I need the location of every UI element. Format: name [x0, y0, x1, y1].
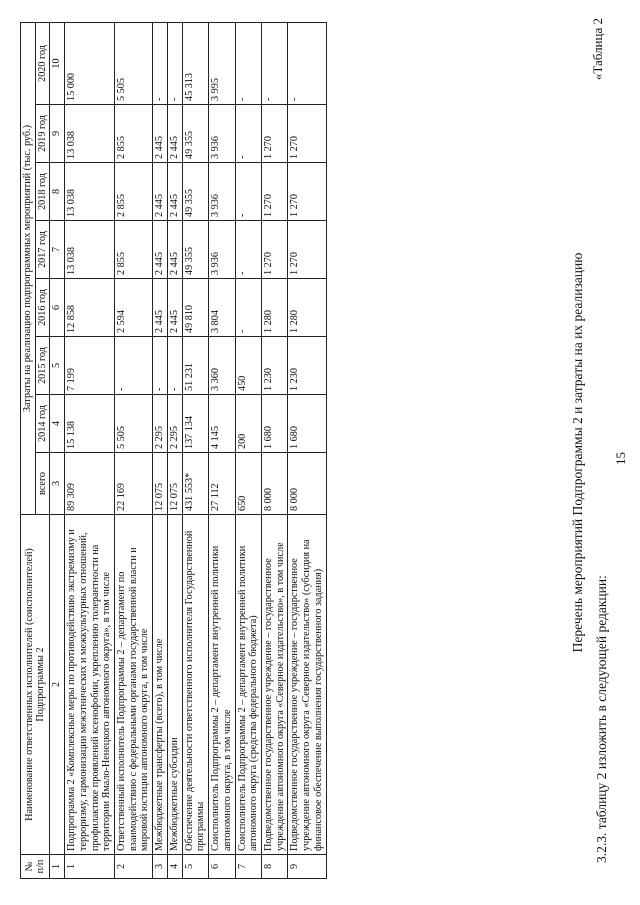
row-value: 22 169: [115, 453, 153, 515]
table-row: [235, 22, 261, 878]
row-value: 1 230: [288, 337, 326, 395]
header-year: 2016 год: [35, 279, 50, 337]
row-value: -: [235, 279, 261, 337]
row-value: -: [235, 22, 261, 104]
table-row: [209, 22, 235, 878]
row-value: 2 445: [153, 279, 168, 337]
header-total: всего: [35, 453, 50, 515]
row-value: 89 309: [65, 453, 115, 515]
row-value: 49 810: [182, 279, 208, 337]
row-value: 200: [235, 395, 261, 453]
header-year: 2020 год: [35, 22, 50, 104]
row-value: 12 075: [167, 453, 182, 515]
row-value: 1 270: [261, 105, 287, 163]
row-value: 1 270: [288, 105, 326, 163]
row-value: 12 858: [65, 279, 115, 337]
table-caption: Перечень мероприятий Подпрограммы 2 и затраты на их реализацию: [570, 252, 585, 653]
column-index: 4: [50, 395, 65, 453]
row-value: 1 230: [261, 337, 287, 395]
row-name: Межбюджетные субсидии: [167, 515, 182, 855]
row-value: 2 295: [167, 395, 182, 453]
row-value: 4 145: [209, 395, 235, 453]
table-row: [167, 22, 182, 878]
column-index: 5: [50, 337, 65, 395]
row-value: 5 505: [115, 395, 153, 453]
row-value: 2 594: [115, 279, 153, 337]
header-num: № п/п: [21, 855, 50, 879]
row-name: Подведомственное государственное учреждение – государственное учреждение автономного округа «Северное издательство» (субсидия на финансовое обеспечение выполнения государственного задания): [288, 515, 326, 855]
row-value: 2 445: [167, 221, 182, 279]
intro-text: 3.2.3. таблицу 2 изложить в следующей редакции:: [594, 575, 609, 863]
row-value: 2 445: [167, 163, 182, 221]
column-index: 6: [50, 279, 65, 337]
row-value: -: [261, 22, 287, 104]
row-value: 2 855: [115, 221, 153, 279]
row-value: 51 231: [182, 337, 208, 395]
row-value: 2 445: [167, 279, 182, 337]
row-value: -: [235, 221, 261, 279]
table-label: «Таблица 2: [590, 18, 605, 81]
row-value: 1 280: [261, 279, 287, 337]
row-value: 15 138: [65, 395, 115, 453]
row-value: 3 804: [209, 279, 235, 337]
row-value: 2 295: [153, 395, 168, 453]
row-value: 15 000: [65, 22, 115, 104]
row-value: 7 199: [65, 337, 115, 395]
row-name: Соисполнитель Подпрограммы 2 – департамент внутренней политики автономного округа, в том числе: [209, 515, 235, 855]
row-value: 12 075: [153, 453, 168, 515]
row-value: -: [167, 337, 182, 395]
page-number: 15: [613, 452, 628, 465]
row-value: 8 000: [288, 453, 326, 515]
table-row: [182, 22, 208, 878]
column-index: 1: [50, 855, 65, 879]
table-body: [65, 22, 326, 878]
header-year: 2019 год: [35, 105, 50, 163]
table-row: [288, 22, 326, 878]
row-value: 49 355: [182, 105, 208, 163]
row-value: 13 038: [65, 221, 115, 279]
row-value: 2 855: [115, 163, 153, 221]
row-name: Соисполнитель Подпрограммы 2 – департамент внутренней политики автономного округа (средства федерального бюджета): [235, 515, 261, 855]
column-index: 3: [50, 453, 65, 515]
row-value: -: [153, 337, 168, 395]
row-number: 2: [115, 855, 153, 879]
column-index: 7: [50, 221, 65, 279]
expenditure-table: [20, 22, 327, 879]
row-value: 2 445: [167, 105, 182, 163]
row-value: 2 855: [115, 105, 153, 163]
row-value: 1 270: [288, 163, 326, 221]
row-value: 3 936: [209, 163, 235, 221]
row-value: 13 038: [65, 105, 115, 163]
column-index: 9: [50, 105, 65, 163]
row-value: 1 270: [261, 221, 287, 279]
row-value: 5 505: [115, 22, 153, 104]
row-value: -: [115, 337, 153, 395]
header-year: 2017 год: [35, 221, 50, 279]
table-row: [153, 22, 168, 878]
row-value: -: [167, 22, 182, 104]
row-number: 7: [235, 855, 261, 879]
row-value: 49 355: [182, 163, 208, 221]
row-value: 450: [235, 337, 261, 395]
header-year: 2014 год: [35, 395, 50, 453]
row-number: 9: [288, 855, 326, 879]
header-costs: Затраты на реализацию подпрограммных мероприятий (тыс. руб.): [21, 22, 36, 514]
row-value: 27 112: [209, 453, 235, 515]
row-value: 13 038: [65, 163, 115, 221]
header-name: Наименование ответственных исполнителей (соисполнителей) Подпрограммы 2: [21, 515, 50, 855]
row-value: 431 553*: [182, 453, 208, 515]
row-name: Подпрограмма 2 «Комплексные меры по противодействию экстремизму и терроризму, гармонизации межэтнических и межкультурных отношений, профилактике проявлений ксенофобии, укреплению толерантности на территории Ямало-Ненецкого автономного округа», в том числе: [65, 515, 115, 855]
row-number: 4: [167, 855, 182, 879]
row-name: Обеспечение деятельности ответственного исполнителя Государственной программы: [182, 515, 208, 855]
table-row: [261, 22, 287, 878]
row-value: 1 270: [261, 163, 287, 221]
header-year: 2015 год: [35, 337, 50, 395]
row-name: Межбюджетные трансферты (всего), в том числе: [153, 515, 168, 855]
row-value: 45 313: [182, 22, 208, 104]
row-value: 650: [235, 453, 261, 515]
row-value: 3 360: [209, 337, 235, 395]
row-value: 3 936: [209, 221, 235, 279]
row-number: 8: [261, 855, 287, 879]
row-value: 1 680: [261, 395, 287, 453]
row-value: 1 680: [288, 395, 326, 453]
row-name: Подведомственное государственное учреждение – государственное учреждение автономного округа «Северное издательство», в том числе: [261, 515, 287, 855]
column-index: 10: [50, 22, 65, 104]
row-value: 3 995: [209, 22, 235, 104]
header-year: 2018 год: [35, 163, 50, 221]
table-row: [115, 22, 153, 878]
row-number: 1: [65, 855, 115, 879]
row-value: 1 270: [288, 221, 326, 279]
row-number: 6: [209, 855, 235, 879]
row-value: 49 355: [182, 221, 208, 279]
row-value: 2 445: [153, 221, 168, 279]
row-number: 5: [182, 855, 208, 879]
row-value: -: [288, 22, 326, 104]
row-number: 3: [153, 855, 168, 879]
row-value: 8 000: [261, 453, 287, 515]
row-value: 2 445: [153, 163, 168, 221]
row-value: 3 936: [209, 105, 235, 163]
row-value: -: [153, 22, 168, 104]
row-value: -: [235, 105, 261, 163]
row-value: 1 280: [288, 279, 326, 337]
table-row: [65, 22, 115, 878]
row-value: -: [235, 163, 261, 221]
row-value: 137 134: [182, 395, 208, 453]
column-index: 8: [50, 163, 65, 221]
column-index: 2: [50, 515, 65, 855]
row-name: Ответственный исполнитель Подпрограммы 2 – департамент по взаимодействию с федеральными органами государственной власти и мировой юстиции автономного округа, в том числе: [115, 515, 153, 855]
row-value: 2 445: [153, 105, 168, 163]
